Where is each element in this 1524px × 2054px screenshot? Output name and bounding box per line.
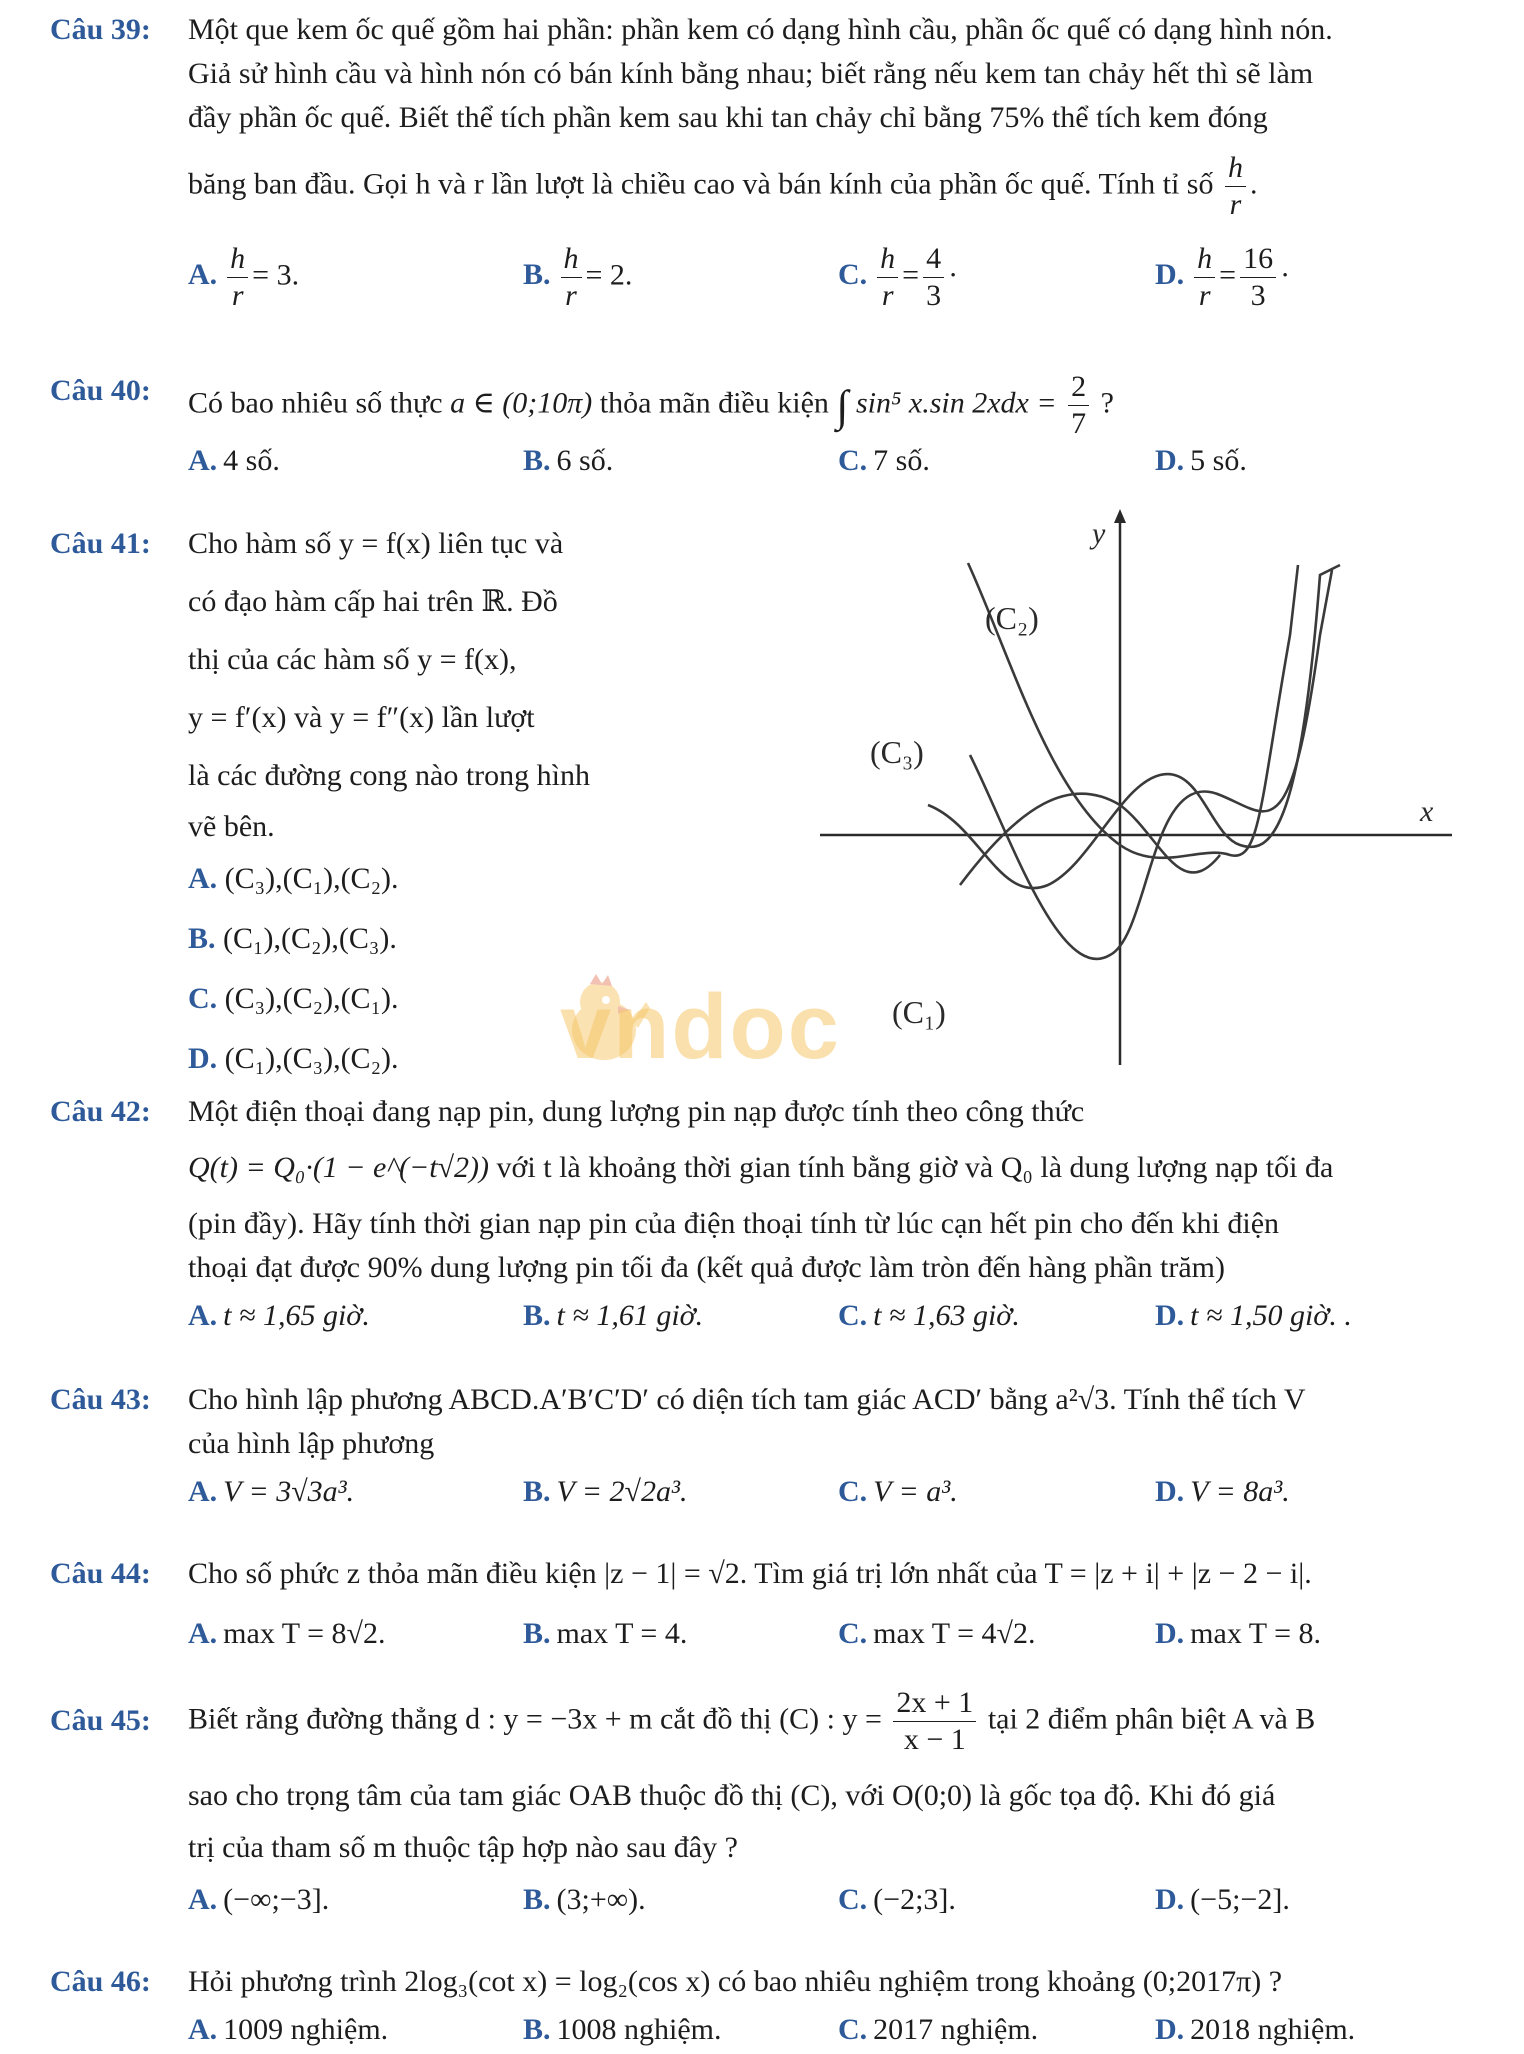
option-c[interactable]: C. 7 số. (838, 444, 930, 477)
x-axis-label: x (1420, 795, 1434, 828)
options-row (188, 241, 1470, 321)
text-line: của hình lập phương (188, 1427, 435, 1460)
option-b[interactable]: B. (3;+∞). (523, 1883, 646, 1916)
y-axis-label: y (1092, 517, 1106, 550)
function-graph (820, 505, 1460, 1065)
option-d[interactable]: D. (C₁),(C₃),(C₂). (188, 1042, 399, 1075)
option-c[interactable]: C. t ≈ 1,63 giờ. (838, 1299, 1020, 1332)
option-c[interactable]: C. $\frac{h}{r}$ = $\frac{4}{3}$ · (838, 242, 959, 312)
text-line: y = f′(x) và y = f″(x) lần lượt (188, 701, 535, 734)
options-row (188, 1294, 1470, 1340)
options-row (188, 1612, 1470, 1658)
c3-label: (C₃) (870, 734, 924, 770)
option-c[interactable]: C. 2017 nghiệm. (838, 2013, 1039, 2046)
question-46 (50, 1960, 1470, 2054)
question-text (188, 1685, 1470, 1870)
option-d[interactable]: D. V = 8a³. (1155, 1475, 1290, 1508)
integral-sign: ∫ (836, 381, 849, 431)
question-label: Câu 42: (50, 1095, 151, 1128)
question-label: Câu 45: (50, 1704, 151, 1737)
option-d[interactable]: D. $\frac{h}{r}$ = $\frac{16}{3}$ · (1155, 242, 1291, 312)
option-a[interactable]: A. V = 3√3a³. (188, 1475, 355, 1508)
option-b[interactable]: B. 6 số. (523, 444, 614, 477)
option-b[interactable]: B. V = 2√2a³. (523, 1475, 688, 1508)
y-axis-arrow (1114, 509, 1126, 523)
text-line: sao cho trọng tâm của tam giác OAB thuộc đồ thị (C), với O(0;0) là gốc tọa độ. Khi đó giá (188, 1779, 1276, 1812)
question-label: Câu 39: (50, 13, 151, 46)
question-label: Câu 41: (50, 527, 151, 560)
option-d[interactable]: D. max T = 8. (1155, 1617, 1321, 1650)
text-line: Một điện thoại đang nạp pin, dung lượng pin nạp được tính theo công thức (188, 1095, 1085, 1128)
question-40 (50, 355, 1470, 485)
question-42 (50, 1090, 1470, 1340)
text-line: Cho hàm số y = f(x) liên tục và (188, 527, 564, 560)
question-text (188, 1090, 1470, 1290)
question-text (188, 355, 1470, 440)
option-b[interactable]: B. max T = 4. (523, 1617, 688, 1650)
option-a[interactable]: A. $\frac{h}{r}$ = 3. (188, 242, 300, 312)
text-line: đầy phần ốc quế. Biết thể tích phần kem sau khi tan chảy chỉ bằng 75% thể tích kem đóng (188, 101, 1268, 134)
option-a[interactable]: A. t ≈ 1,65 giờ. (188, 1299, 370, 1332)
text-line: Giả sử hình cầu và hình nón có bán kính bằng nhau; biết rằng nếu kem tan chảy hết thì sẽ làm (188, 57, 1314, 90)
option-b[interactable]: B. 1008 nghiệm. (523, 2013, 722, 2046)
text-line: Hỏi phương trình 2log₃(cot x) = log₂(cos x) có bao nhiêu nghiệm trong khoảng (0;2017π) ? (188, 1965, 1283, 1998)
text-line: thị của các hàm số y = f(x), (188, 643, 517, 676)
question-text (188, 1960, 1470, 2004)
options-row (188, 439, 1470, 485)
text-line: có đạo hàm cấp hai trên ℝ. Đồ (188, 585, 558, 618)
option-b[interactable]: B. t ≈ 1,61 giờ. (523, 1299, 704, 1332)
question-label: Câu 40: (50, 374, 151, 407)
fraction-h-over-r: $\frac{h}{r}$ (1225, 150, 1246, 223)
c2-label: (C₂) (985, 600, 1039, 636)
question-label: Câu 46: (50, 1965, 151, 1998)
option-d[interactable]: D. t ≈ 1,50 giờ. . (1155, 1299, 1352, 1332)
options-row (188, 1878, 1470, 1924)
watermark-vndoc: vndoc (560, 976, 841, 1078)
question-label: Câu 43: (50, 1383, 151, 1416)
option-a[interactable]: A. (C₃),(C₁),(C₂). (188, 862, 399, 895)
text-line: Cho hình lập phương ABCD.A′B′C′D′ có diện tích tam giác ACD′ bằng a²√3. Tính thể tích V (188, 1383, 1306, 1416)
text-line: băng ban đầu. Gọi h và r lần lượt là chiều cao và bán kính của phần ốc quế. Tính tỉ số $\frac{h}{r}$ . (188, 151, 1258, 221)
option-b[interactable]: B. (C₁),(C₂),(C₃). (188, 922, 397, 955)
option-c[interactable]: C. (C₃),(C₂),(C₁). (188, 982, 399, 1015)
options-row (188, 2008, 1470, 2054)
option-a[interactable]: A. max T = 8√2. (188, 1617, 386, 1650)
option-a[interactable]: A. 4 số. (188, 444, 280, 477)
text-line-4: băng ban đầu. Gọi h và r lần lượt là chiều cao và bán kính của phần ốc quế. Tính tỉ số (188, 167, 1214, 201)
option-a[interactable]: A. (−∞;−3]. (188, 1883, 330, 1916)
question-44 (50, 1552, 1470, 1658)
option-a[interactable]: A. 1009 nghiệm. (188, 2013, 389, 2046)
question-text (188, 1552, 1470, 1596)
options-row (188, 1470, 1470, 1516)
text-line: Cho số phức z thỏa mãn điều kiện |z − 1| = √2. Tìm giá trị lớn nhất của T = |z + i| + |z − 2 − i|. (188, 1557, 1312, 1590)
text-line: Một que kem ốc quế gồm hai phần: phần kem có dạng hình cầu, phần ốc quế có dạng hình nón. (188, 13, 1333, 46)
question-39 (50, 8, 1470, 321)
option-c[interactable]: C. (−2;3]. (838, 1883, 956, 1916)
question-45 (50, 1685, 1470, 1924)
c1-label: (C₁) (892, 994, 946, 1030)
option-d[interactable]: D. (−5;−2]. (1155, 1883, 1290, 1916)
text-line: thoại đạt được 90% dung lượng pin tối đa (kết quả được làm tròn đến hàng phần trăm) (188, 1251, 1225, 1284)
text-line: (pin đầy). Hãy tính thời gian nạp pin của điện thoại tính từ lúc cạn hết pin cho đến khi điện (188, 1207, 1280, 1240)
option-c[interactable]: C. max T = 4√2. (838, 1617, 1036, 1650)
option-c[interactable]: C. V = a³. (838, 1475, 958, 1508)
text-line: Biết rằng đường thẳng d : y = −3x + m cắt đồ thị (C) : y = $\frac{2x + 1}{x - 1}$ tại 2 điểm phân biệt A và B (188, 1686, 1316, 1756)
option-b[interactable]: B. $\frac{h}{r}$ = 2. (523, 242, 633, 312)
option-d[interactable]: D. 2018 nghiệm. (1155, 2013, 1356, 2046)
question-43 (50, 1378, 1470, 1516)
question-text (188, 1378, 1470, 1466)
text-line: Q(t) = Q₀·(1 − e^(−t√2)) với t là khoảng thời gian tính bằng giờ và Q₀ là dung lượng nạp tối đa (188, 1151, 1334, 1184)
q40-line: Có bao nhiêu số thực a ∈ (0;10π) thỏa mãn điều kiện ∫ sin⁵ x.sin 2xdx = $\frac{2}{7}$ ? (188, 370, 1114, 440)
text-line: trị của tham số m thuộc tập hợp nào sau đây ? (188, 1831, 738, 1864)
text-line: là các đường cong nào trong hình (188, 759, 591, 792)
option-d[interactable]: D. 5 số. (1155, 444, 1247, 477)
question-label: Câu 44: (50, 1557, 151, 1590)
text-line: vẽ bên. (188, 810, 275, 843)
question-text (188, 8, 1470, 223)
